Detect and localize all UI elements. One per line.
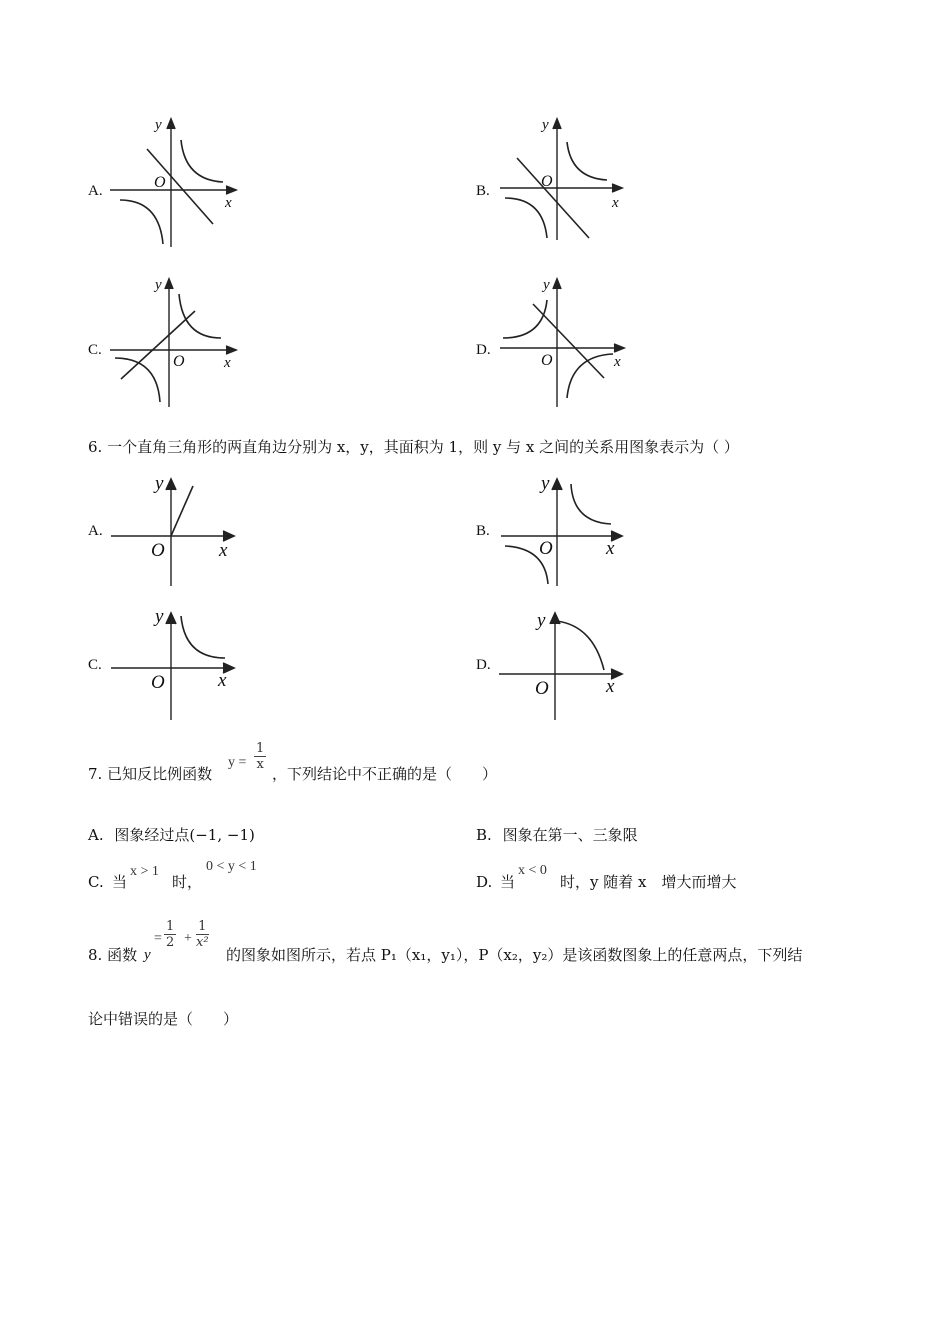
q8-plus: + — [184, 931, 192, 946]
q8-term1-num: 1 — [166, 919, 175, 934]
y-label: y — [537, 610, 546, 631]
origin-label: O — [535, 678, 549, 699]
q7-option-d-pre: 当 — [500, 873, 516, 891]
q5-option-c-label: C. — [88, 342, 102, 358]
line-graph — [171, 486, 193, 536]
y-label: y — [542, 117, 549, 133]
q6-option-c-label: C. — [88, 657, 102, 673]
y-label: y — [541, 473, 550, 494]
hyperbola-branch-1 — [181, 140, 223, 182]
q7-option-c-cond: x > 1 — [130, 864, 159, 879]
origin-label: O — [173, 353, 185, 370]
q6-option-a-label: A. — [88, 523, 103, 539]
origin-label: O — [151, 672, 165, 693]
hyperbola-branch-1 — [571, 484, 611, 524]
q5-graph-a — [105, 112, 245, 252]
q7-option-c-mid: 时， — [172, 873, 203, 891]
y-label: y — [543, 277, 550, 293]
q7-func-num: 1 — [256, 741, 265, 756]
y-label: y — [155, 473, 164, 494]
q5-option-b-label: B. — [476, 183, 490, 199]
q6-stem: 6. 一个直角三角形的两直角边分别为 x，y，其面积为 1，则 y 与 x 之间的关系用图象表示为（ ） — [88, 438, 739, 456]
q7-option-a-label: A. — [88, 826, 104, 844]
hyperbola-branch-1 — [503, 300, 547, 338]
line-graph — [517, 158, 589, 238]
hyperbola-branch — [181, 616, 225, 658]
x-arrow — [614, 344, 624, 352]
hyperbola-branch-1 — [567, 142, 607, 180]
q6-option-b-label: B. — [476, 523, 490, 539]
hyperbola-branch-1 — [179, 294, 221, 338]
x-label: x — [612, 195, 619, 211]
y-label: y — [155, 277, 162, 293]
x-label: x — [606, 676, 615, 697]
hyperbola-branch-2 — [120, 200, 163, 244]
q8-number: 8. 函数 — [88, 946, 138, 964]
hyperbola-branch-2 — [505, 198, 547, 238]
q7-option-d — [476, 858, 796, 894]
x-label: x — [218, 670, 227, 691]
q7-option-d-label: D. — [476, 873, 493, 891]
y-arrow — [166, 479, 176, 490]
q7-option-b — [476, 828, 638, 843]
hyperbola-branch-2 — [567, 354, 613, 398]
q7-tail: ，下列结论中不正确的是（ ） — [272, 765, 498, 783]
origin-label: O — [541, 173, 553, 190]
q8-term2-num: 1 — [196, 920, 209, 935]
q7-number: 7. 已知反比例函数 — [88, 765, 213, 783]
q7-option-b-label: B. — [476, 826, 492, 844]
origin-label: O — [541, 352, 553, 369]
q8-eq: = — [154, 931, 162, 946]
q8-stem — [88, 918, 888, 968]
origin-label: O — [154, 174, 166, 191]
q7-func-den: x — [256, 757, 264, 773]
y-arrow — [165, 279, 173, 289]
q7-option-c-pre: 当 — [112, 873, 128, 891]
y-arrow — [167, 119, 175, 129]
x-label: x — [606, 538, 615, 559]
q8-term2 — [196, 920, 209, 951]
q7-option-c-label: C. — [88, 873, 104, 891]
q8-func-y: y — [144, 947, 151, 963]
q7-func-lhs: y = — [228, 755, 247, 770]
q5-graph-b — [495, 112, 635, 252]
q6-graph-c — [105, 604, 245, 724]
y-arrow — [550, 613, 560, 624]
q8-line1-tail: 的图象如图所示，若点 P₁（x₁，y₁），P（x₂，y₂）是该函数图象上的任意两点，下列结 — [226, 946, 803, 964]
q8-term1 — [164, 920, 176, 951]
y-arrow — [553, 279, 561, 289]
q6-graph-b — [495, 470, 635, 590]
origin-label: O — [539, 538, 553, 559]
q7-option-d-tail: 时，y 随着 x 增大而增大 — [560, 873, 737, 891]
q8-line2: 论中错误的是（ ） — [88, 1010, 239, 1028]
q6-option-d-label: D. — [476, 657, 491, 673]
q5-option-a-label: A. — [88, 183, 103, 199]
y-arrow — [166, 613, 176, 624]
y-label: y — [155, 117, 162, 133]
q6-graph-d — [495, 604, 635, 724]
curve-graph — [557, 621, 604, 670]
origin-label: O — [151, 540, 165, 561]
x-arrow — [226, 186, 236, 194]
q5-graph-d — [495, 272, 635, 412]
y-arrow — [553, 119, 561, 129]
q6-graph-a — [105, 470, 245, 590]
q5-option-d-label: D. — [476, 342, 491, 358]
x-label: x — [614, 354, 621, 370]
q7-func-frac — [254, 742, 266, 773]
q7-option-a — [88, 828, 255, 843]
q5-graph-c — [105, 272, 245, 412]
x-label: x — [224, 355, 231, 371]
y-label: y — [155, 606, 164, 627]
q7-option-b-text: 图象在第一、三象限 — [502, 826, 638, 844]
q8-term2-den: x² — [196, 935, 209, 951]
q7-option-d-cond: x < 0 — [518, 863, 547, 878]
q7-option-c-res: 0 < y < 1 — [206, 859, 257, 874]
x-label: x — [225, 195, 232, 211]
q8-term1-den: 2 — [166, 935, 175, 951]
x-arrow — [612, 184, 622, 192]
q7-option-c — [88, 858, 428, 894]
y-arrow — [552, 479, 562, 490]
q7-option-a-text: 图象经过点(−1, −1) — [114, 826, 255, 844]
x-arrow — [226, 346, 236, 354]
x-label: x — [219, 540, 228, 561]
